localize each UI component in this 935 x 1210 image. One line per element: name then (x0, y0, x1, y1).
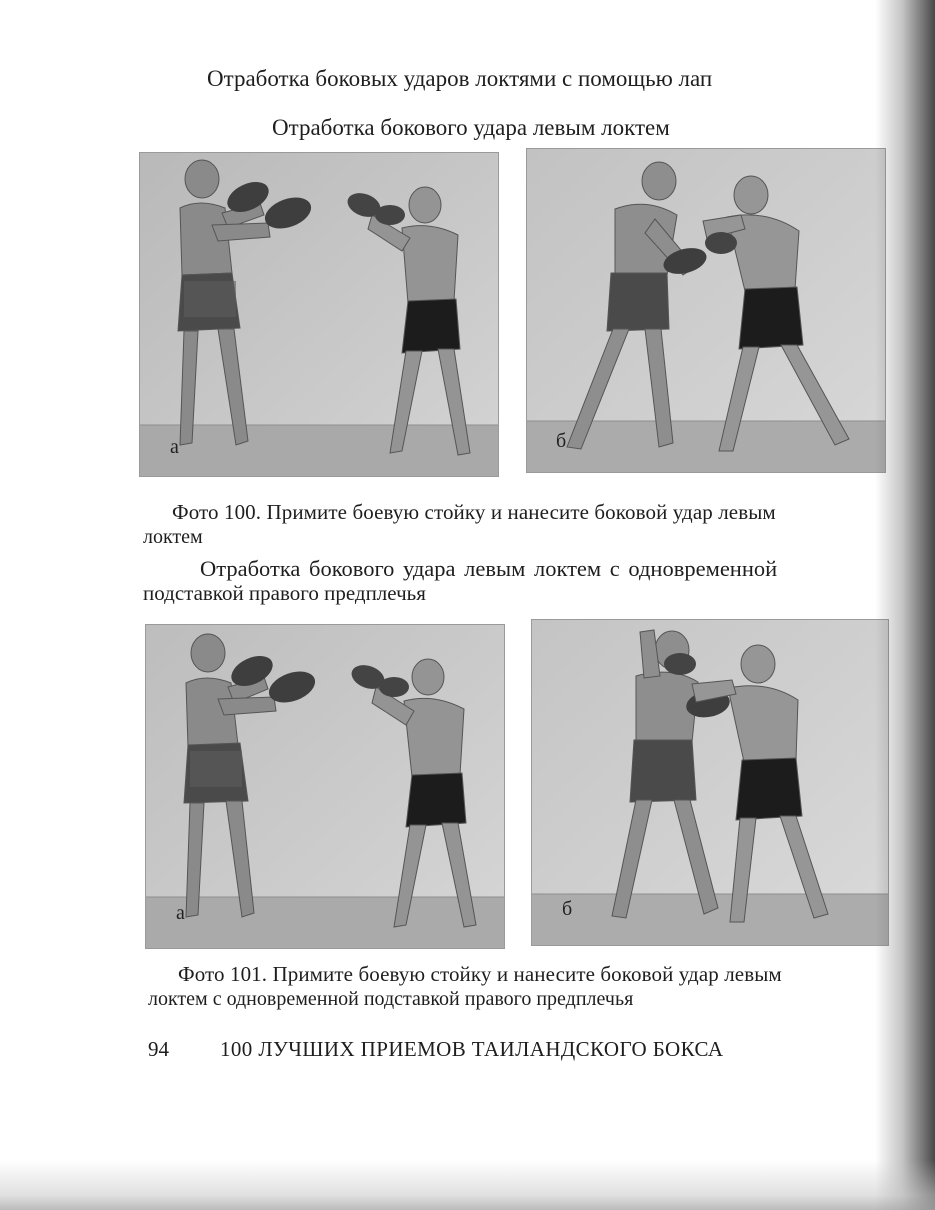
subsection2-title-line1: Отработка бокового удара левым локтем с одновременной (200, 556, 778, 581)
photo-101a (145, 624, 505, 949)
binding-shadow (875, 0, 935, 1210)
running-head: 100 ЛУЧШИХ ПРИЕМОВ ТАИЛАНДСКОГО БОКСА (220, 1037, 724, 1061)
photo-100b (526, 148, 886, 473)
photo-101-caption-line1: Фото 101. Примите боевую стойку и нанесите боковой удар левым (178, 962, 782, 986)
photo-100b-label: б (556, 430, 567, 452)
photo-101b-label: б (562, 898, 573, 920)
subsection2-title-line2: подставкой правого предплечья (143, 581, 426, 605)
bottom-shadow (0, 1160, 935, 1210)
photo-101b (531, 619, 889, 946)
photo-100-caption-line2: локтем (143, 526, 203, 548)
page-number: 94 (148, 1037, 169, 1061)
photo-100a (139, 152, 499, 477)
section-title: Отработка боковых ударов локтями с помощью лап (207, 66, 713, 91)
photo-101-caption-line2: локтем с одновременной подставкой правого предплечья (148, 988, 634, 1010)
photo-100a-label: а (170, 436, 179, 458)
subsection-title: Отработка бокового удара левым локтем (272, 115, 670, 140)
photo-101a-label: а (176, 902, 185, 924)
photo-100-caption-line1: Фото 100. Примите боевую стойку и нанесите боковой удар левым (172, 500, 776, 524)
